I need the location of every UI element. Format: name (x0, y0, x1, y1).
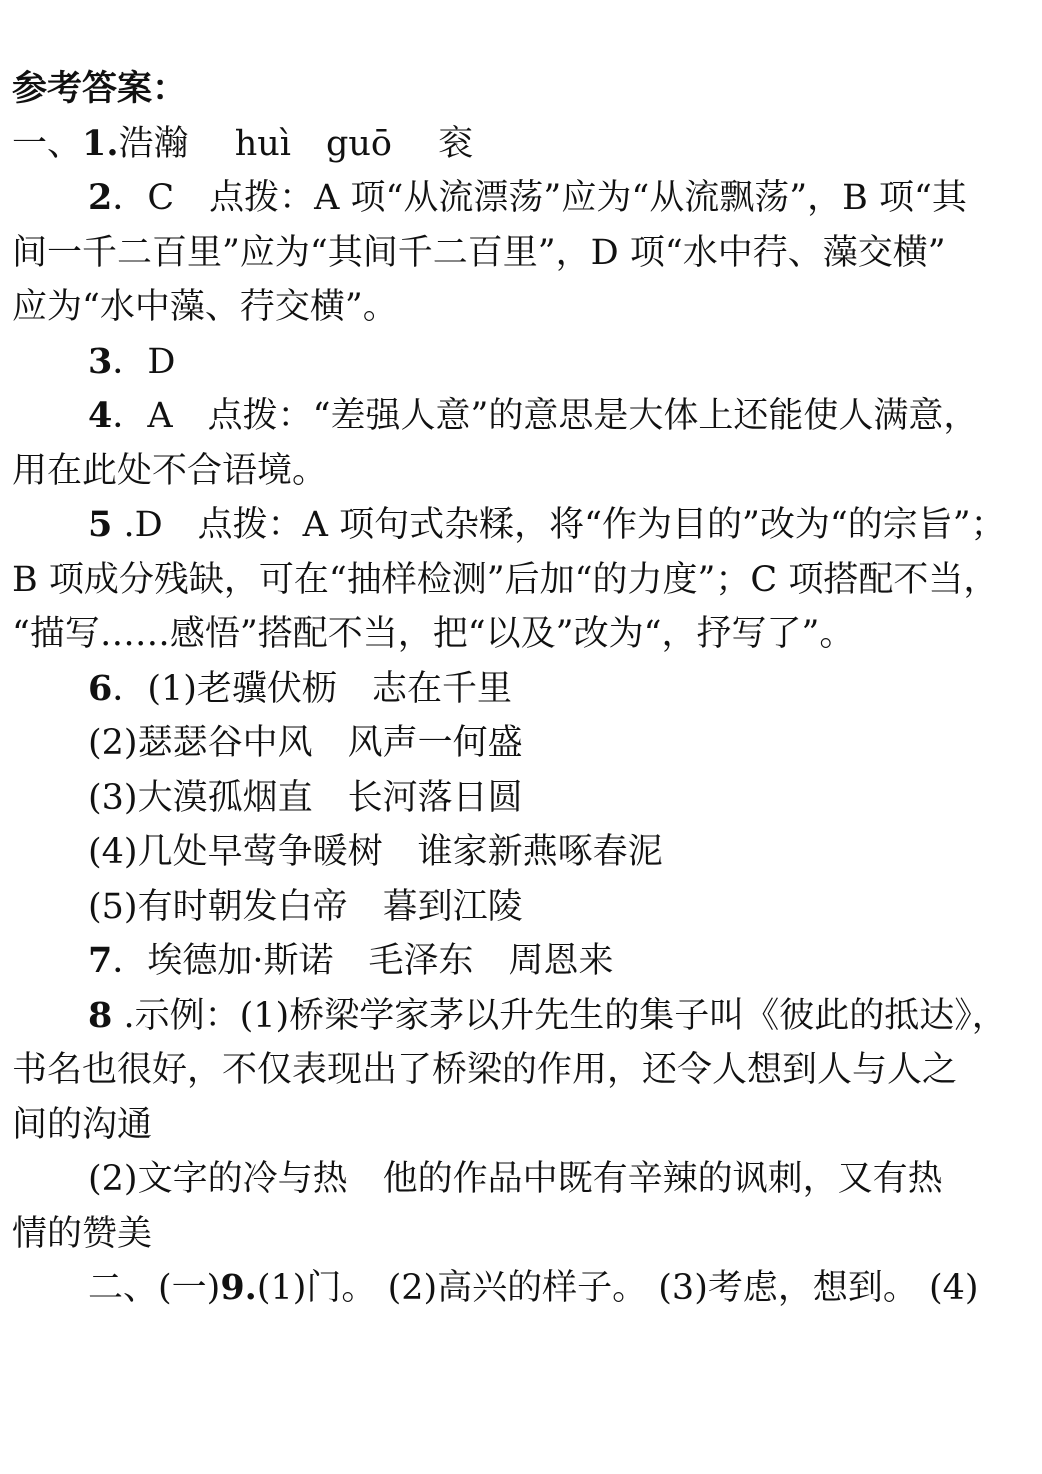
answer-text: ．埃德加·斯诺 毛泽东 周恩来 (112, 941, 614, 981)
answer-text: 应为“水中藻、荇交横”。 (12, 287, 398, 327)
answer-line-2 (12, 171, 1032, 226)
answer-text: .D 点拨：A 项句式杂糅，将“作为目的”改为“的宗旨”； (112, 505, 1006, 545)
answer-line-9 (12, 1261, 1032, 1316)
answer-line-4-cont (12, 444, 1032, 499)
answer-text: (5)有时朝发白帝 暮到江陵 (88, 886, 523, 927)
answer-text: (2)瑟瑟谷中风 风声一何盛 (88, 723, 523, 763)
answer-line-8-2 (12, 1152, 1032, 1207)
answer-line-6-3 (12, 771, 1032, 826)
answer-text: (2)文字的冷与热 他的作品中既有辛辣的讽刺，又有热 (88, 1159, 943, 1199)
answer-text: 浩瀚 huì guō 衮 (118, 123, 474, 164)
answer-text: 用在此处不合语境。 (12, 450, 328, 491)
answer-line-8-cont2 (12, 1098, 1032, 1153)
answer-line-8-cont (12, 1043, 1032, 1098)
answer-line-2-cont2 (12, 280, 1032, 335)
question-number: 9. (220, 1267, 257, 1308)
answer-line-6-2 (12, 716, 1032, 771)
answer-text: ．D (112, 341, 176, 382)
question-number: 8 (88, 994, 113, 1036)
page-title: 参考答案： (12, 68, 188, 109)
question-number: 7 (88, 940, 113, 981)
question-number: 4 (88, 395, 113, 436)
question-number: 2 (88, 177, 113, 218)
question-number: 3 (88, 340, 113, 382)
answer-text: ．C 点拨：A 项“从流漂荡”应为“从流飘荡”，B 项“其 (112, 178, 967, 218)
answer-line-5-cont (12, 553, 1032, 608)
answer-text: “描写……感悟”搭配不当，把“以及”改为“，抒写了”。 (12, 614, 855, 654)
question-number: 1. (82, 122, 119, 164)
answer-text: ．A 点拨：“差强人意”的意思是大体上还能使人满意， (112, 396, 979, 436)
answer-text: 情的赞美 (12, 1213, 153, 1254)
question-number: 5 (88, 504, 113, 545)
answer-text: B 项成分残缺，可在“抽样检测”后加“的力度”；C 项搭配不当， (12, 559, 999, 600)
answer-sheet (12, 62, 1032, 1316)
section-prefix: 一、 (12, 123, 83, 164)
answer-line-3 (12, 335, 1032, 390)
answer-text: (1)门。 (2)高兴的样子。 (3)考虑，想到。 (4) (256, 1268, 979, 1308)
answer-text: 书名也很好，不仅表现出了桥梁的作用，还令人想到人与人之 (12, 1050, 958, 1090)
answer-text: 间一千二百里”应为“其间千二百里”，D 项“水中荇、藻交横” (12, 232, 946, 273)
answer-line-7 (12, 934, 1032, 989)
answer-text: 间的沟通 (12, 1104, 153, 1145)
answer-line-1 (12, 117, 1032, 172)
section-prefix: 二、(一) (88, 1268, 221, 1308)
answer-line-2-cont (12, 226, 1032, 281)
answer-text: .示例：(1)桥梁学家茅以升先生的集子叫《彼此的抵达》， (112, 995, 1007, 1036)
answer-line-4 (12, 389, 1032, 444)
answer-text: ．(1)老骥伏枥 志在千里 (112, 668, 512, 709)
question-number: 6 (88, 667, 113, 709)
answer-line-8 (12, 989, 1032, 1044)
answer-line-5-cont2 (12, 607, 1032, 662)
answer-text: (3)大漠孤烟直 长河落日圆 (88, 777, 523, 818)
answer-line-6-4 (12, 825, 1032, 880)
answer-line-8-2-cont (12, 1207, 1032, 1262)
answer-text: (4)几处早莺争暖树 谁家新燕啄春泥 (88, 832, 663, 872)
answer-line-6 (12, 662, 1032, 717)
answer-line-5 (12, 498, 1032, 553)
answer-line-6-5 (12, 880, 1032, 935)
